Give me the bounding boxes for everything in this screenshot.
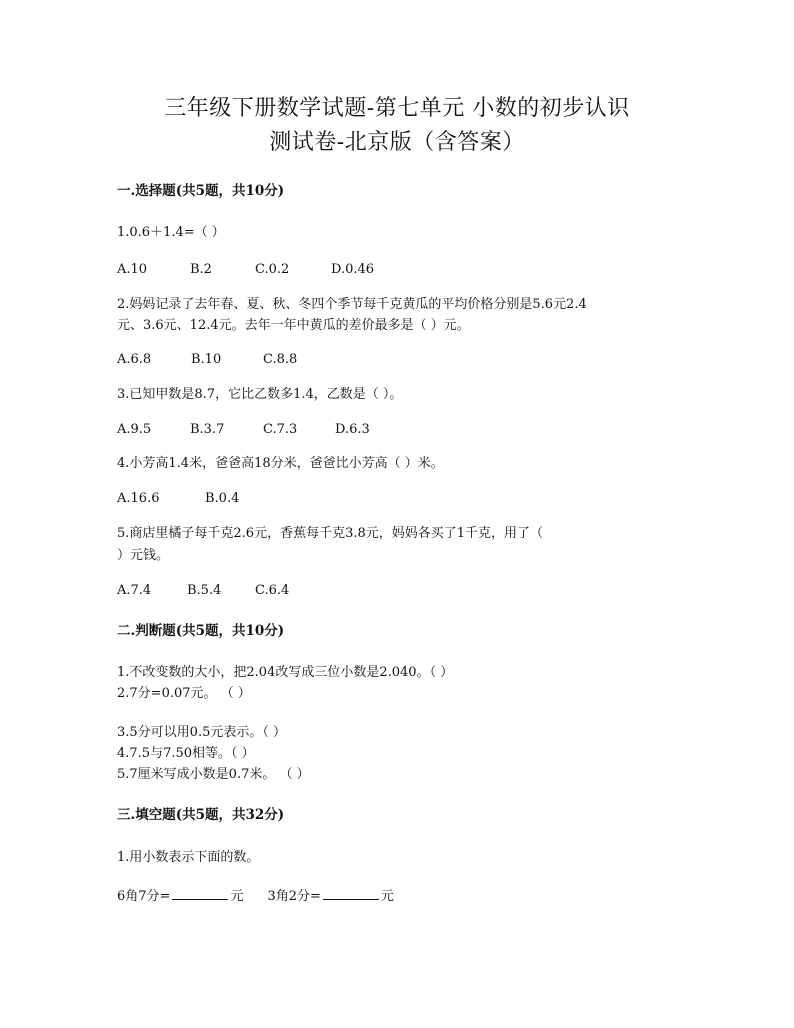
judgement-item-2: 2.7分=0.07元。 （ ） [117, 686, 251, 701]
question-1-3-options [117, 421, 370, 439]
question-1-5-options [117, 582, 289, 600]
judgement-item-3: 3.5分可以用0.5元表示。（ ） [117, 725, 286, 740]
question-1-3: 3.已知甲数是8.7，它比乙数多1.4，乙数是（ ）。 [117, 387, 403, 402]
page-title-line1: 三年级下册数学试题-第七单元 小数的初步认识 [164, 96, 630, 121]
fill-question-1-blanks [117, 886, 394, 906]
option-b: B.2 [190, 262, 212, 277]
fill-a-unit: 元 [230, 889, 244, 904]
section-heading-fill: 三.填空题(共5题，共32分) [117, 807, 285, 823]
question-1-1-options [117, 261, 374, 279]
section-heading-judgement: 二.判断题(共5题，共10分) [117, 623, 285, 639]
question-1-4-options [117, 490, 239, 508]
section-heading-choice: 一.选择题(共5题，共10分) [117, 183, 285, 199]
option-d: D.6.3 [335, 422, 370, 437]
question-1-5-line2: ）元钱。 [117, 548, 170, 563]
fill-a-blank[interactable] [172, 886, 228, 900]
judgement-item-5: 5.7厘米写成小数是0.7米。 （ ） [117, 767, 310, 782]
fill-a-label: 6角7分= [117, 889, 171, 904]
question-1-1: 1.0.6＋1.4=（ ） [117, 225, 225, 240]
option-b: B.5.4 [187, 583, 222, 598]
question-1-4: 4.小芳高1.4米，爸爸高18分米，爸爸比小芳高（ ）米。 [117, 456, 444, 471]
fill-b-unit: 元 [380, 889, 394, 904]
question-1-5-line1: 5.商店里橘子每千克2.6元，香蕉每千克3.8元，妈妈各买了1千克，用了（ [117, 526, 544, 541]
judgement-item-4: 4.7.5与7.50相等。（ ） [117, 746, 255, 761]
fill-b-blank[interactable] [323, 886, 379, 900]
option-c: C.8.8 [263, 352, 298, 367]
judgement-item-1: 1.不改变数的大小，把2.04改写成三位小数是2.040。（ ） [117, 665, 454, 680]
option-a: A.10 [117, 262, 148, 277]
page-title-line2: 测试卷-北京版（含答案） [269, 130, 525, 155]
option-b: B.10 [191, 352, 222, 367]
option-c: C.6.4 [255, 583, 290, 598]
option-b: B.0.4 [205, 491, 240, 506]
option-a: A.7.4 [117, 583, 152, 598]
option-a: A.16.6 [117, 491, 160, 506]
option-a: A.6.8 [117, 352, 152, 367]
fill-b-label: 3角2分= [267, 889, 321, 904]
question-1-2-line2: 元、3.6元、12.4元。去年一年中黄瓜的差价最多是（ ）元。 [117, 318, 470, 333]
option-c: C.0.2 [255, 262, 290, 277]
option-d: D.0.46 [331, 262, 375, 277]
question-1-2-line1: 2.妈妈记录了去年春、夏、秋、冬四个季节每千克黄瓜的平均价格分别是5.6元2.4 [117, 297, 587, 312]
question-1-2-options [117, 351, 297, 369]
option-c: C.7.3 [263, 422, 298, 437]
option-b: B.3.7 [190, 422, 225, 437]
fill-question-1: 1.用小数表示下面的数。 [117, 850, 260, 865]
option-a: A.9.5 [117, 422, 152, 437]
